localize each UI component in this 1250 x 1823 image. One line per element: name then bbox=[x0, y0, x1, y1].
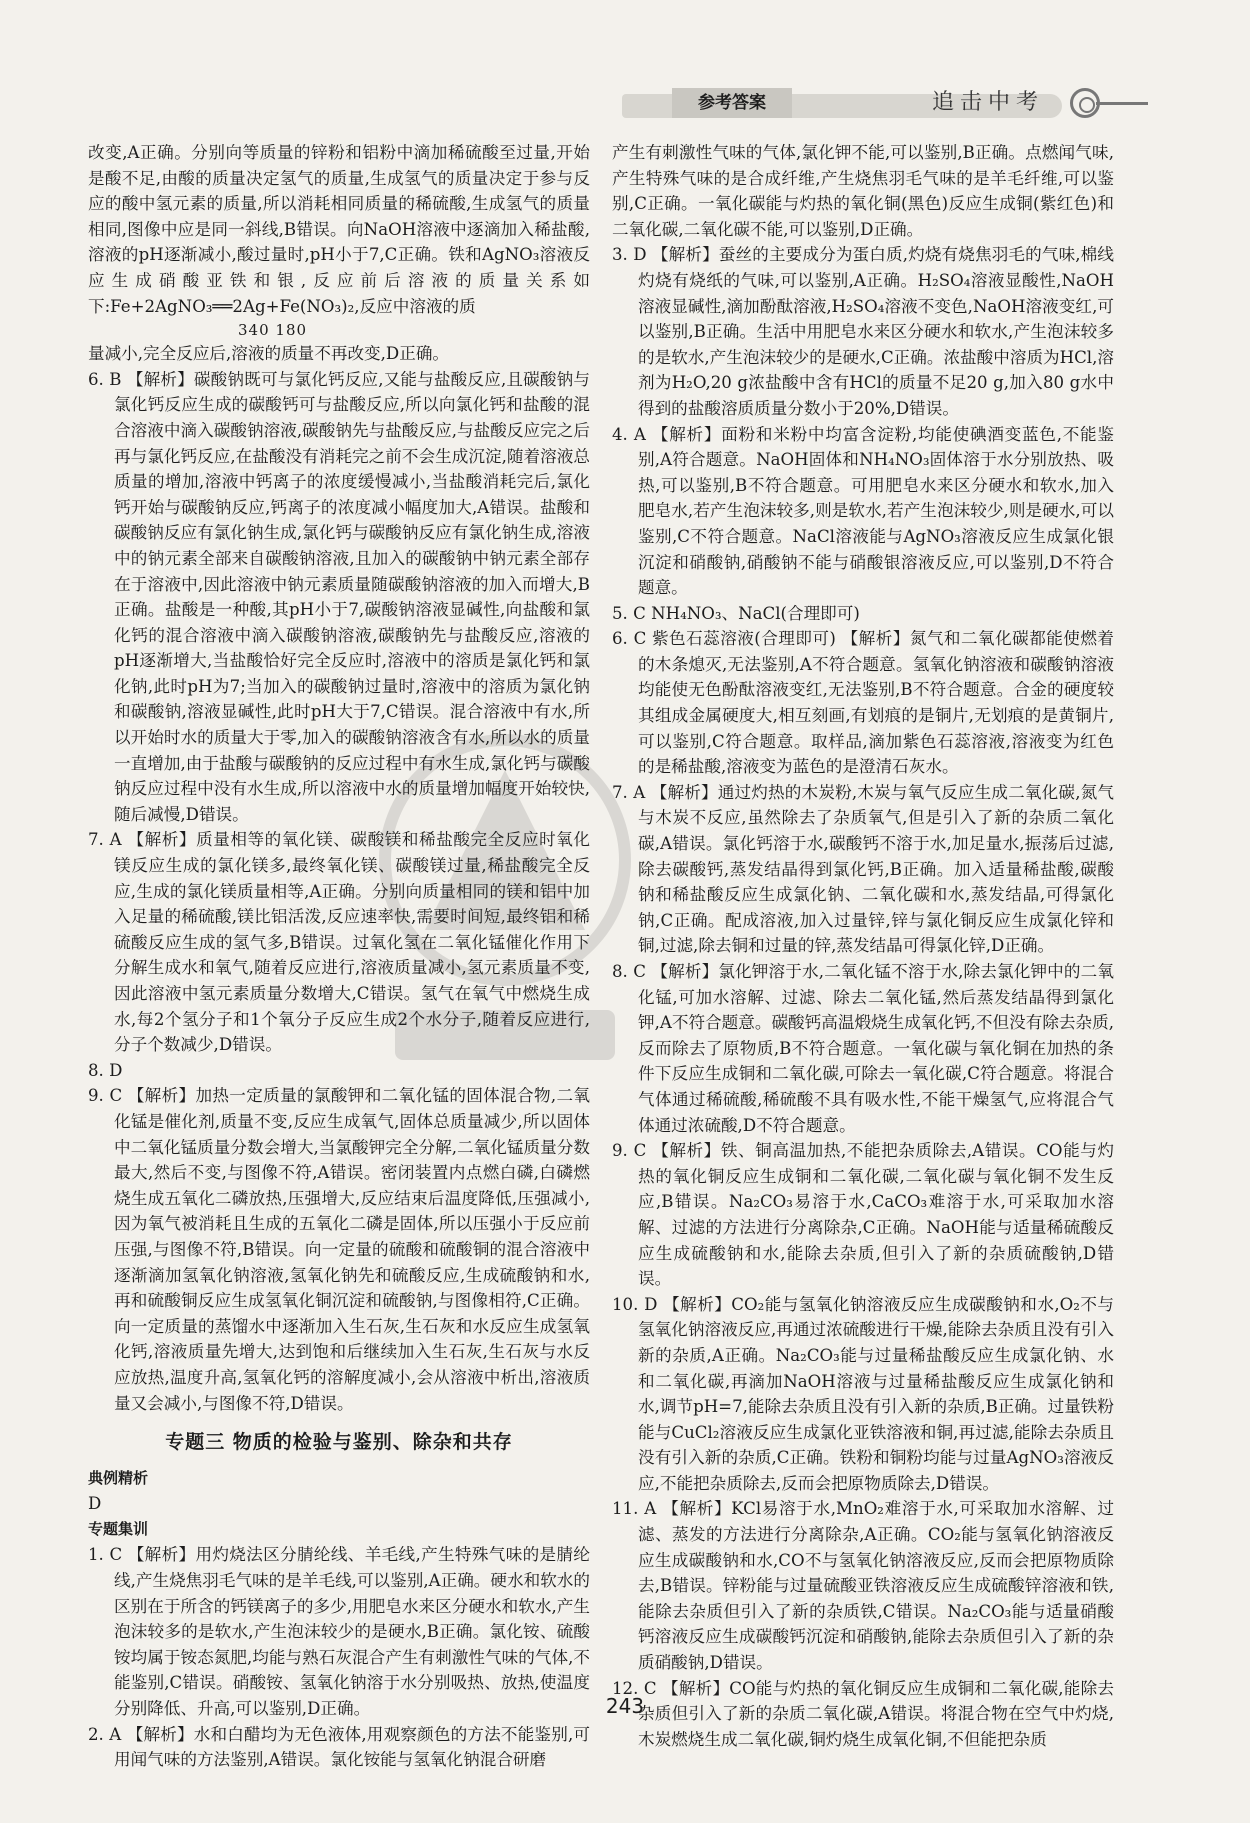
answer-item: 6. C 紫色石蕊溶液(合理即可) 【解析】氮气和二氧化碳都能使燃着的木条熄灭,无法鉴别,A不符合题意。氢氧化钠溶液和碳酸钠溶液均能使无色酚酞溶液变红,无法鉴别,B不符合题意。合金的硬度较其组成金属硬度大,相互刻画,有划痕的是铜片,无划痕的是黄铜片,可以鉴别,C符合题意。取样品,滴加紫色石蕊溶液,溶液变为红色的是稀盐酸,溶液变为蓝色的是澄清石灰水。 bbox=[612, 629, 1114, 777]
formula-masses: 340 180 bbox=[238, 321, 308, 340]
answer-item: 5. C NH₄NO₃、NaCl(合理即可) bbox=[612, 603, 860, 623]
answer-item: 1. C 【解析】用灼烧法区分腈纶线、羊毛线,产生特殊气味的是腈纶线,产生烧焦羽毛气味的是羊毛线,可以鉴别,A正确。硬水和软水的区别在于所含的钙镁离子的多少,用肥皂水来区分硬水和软水,产生泡沫较多的是软水,产生泡沫较少的是硬水,B正确。氯化铵、硫酸铵均属于铵态氮肥,均能与熟石灰混合产生有刺激性气味的气体,不能鉴别,C错误。硝酸铵、氢氧化钠溶于水分别吸热、放热,使温度分别降低、升高,可以鉴别,D正确。 bbox=[88, 1545, 590, 1719]
left-column bbox=[88, 140, 590, 1773]
answer-item: 11. A 【解析】KCl易溶于水,MnO₂难溶于水,可采取加水溶解、过滤、蒸发的方法进行分离除杂,A正确。CO₂能与氢氧化钠溶液反应生成碳酸钠和水,CO不与氢氧化钠溶液反应,反而会把原物质除去,B错误。锌粉能与过量硫酸亚铁溶液反应生成硫酸锌溶液和铁,能除去杂质但引入了新的杂质铁,C错误。Na₂CO₃能与适量硝酸钙溶液反应生成碳酸钙沉淀和硝酸钠,能除去杂质但引入了新的杂质硝酸钠,D错误。 bbox=[612, 1499, 1114, 1673]
answer-item: 8. D bbox=[88, 1060, 123, 1080]
header-title: 追击中考 bbox=[932, 90, 1045, 115]
label-practice: 专题集训 bbox=[88, 1519, 149, 1538]
right-column bbox=[612, 140, 1114, 1752]
answer-item: 10. D 【解析】CO₂能与氢氧化钠溶液反应生成碳酸钠和水,O₂不与氢氧化钠溶液反应,再通过浓硫酸进行干燥,能除去杂质且没有引入新的杂质,A正确。Na₂CO₃能与过量稀盐酸反应生成氯化钠、水和二氧化碳,再滴加NaOH溶液与过量稀盐酸反应生成氯化钠和水,调节pH=7,能除去杂质且没有引入新的杂质,B正确。过量铁粉能与CuCl₂溶液反应生成氯化亚铁溶液和铜,再过滤,能除去杂质且没有引入新的杂质,C正确。铁粉和铜粉均能与过量AgNO₃溶液反应,不能把杂质除去,反而会把原物质除去,D错误。 bbox=[612, 1294, 1114, 1493]
page-number: 243 bbox=[605, 1694, 645, 1718]
answer-item: 7. A 【解析】通过灼热的木炭粉,木炭与氧气反应生成二氧化碳,氮气与木炭不反应,虽然除去了杂质氧气,但是引入了新的杂质二氧化碳,A错误。氯化钙溶于水,碳酸钙不溶于水,加足量水,振荡后过滤,除去碳酸钙,蒸发结晶得到氯化钙,B正确。加入适量稀盐酸,碳酸钠和稀盐酸反应生成氯化钠、二氧化碳和水,蒸发结晶,可得氯化钠,C正确。配成溶液,加入过量锌,锌与氯化铜反应生成氯化锌和铜,过滤,除去铜和过量的锌,蒸发结晶可得氯化锌,D正确。 bbox=[612, 782, 1114, 956]
answer-item: 2. A 【解析】水和白醋均为无色液体,用观察颜色的方法不能鉴别,可用闻气味的方法鉴别,A错误。氯化铵能与氢氧化钠混合研磨 bbox=[88, 1724, 590, 1770]
section-title: 专题三 物质的检验与鉴别、除杂和共存 bbox=[165, 1431, 513, 1454]
answer-item: 8. C 【解析】氯化钾溶于水,二氧化锰不溶于水,除去氯化钾中的二氧化锰,可加水溶解、过滤、除去二氧化锰,然后蒸发结晶得到氯化钾,A不符合题意。碳酸钙高温煅烧生成氧化钙,不但没有除去杂质,反而除去了原物质,B不符合题意。一氧化碳与氧化铜在加热的条件下反应生成铜和二氧化碳,可除去一氧化碳,C符合题意。将混合气体通过稀硫酸,稀硫酸不具有吸水性,不能干燥氢气,应将混合气体通过浓硫酸,D不符合题意。 bbox=[612, 962, 1114, 1135]
answer-item: 4. A 【解析】面粉和米粉中均富含淀粉,均能使碘酒变蓝色,不能鉴别,A符合题意。NaOH固体和NH₄NO₃固体溶于水分别放热、吸热,可以鉴别,B不符合题意。可用肥皂水来区分硬水和软水,加入肥皂水,若产生泡沫较多,则是软水,若产生泡沫较少,则是硬水,可以鉴别,C不符合题意。NaCl溶液能与AgNO₃溶液反应生成氯化银沉淀和硝酸钠,硝酸钠不能与硝酸银溶液反应,可以鉴别,D不符合题意。 bbox=[612, 424, 1114, 598]
label-example: 典例精析 bbox=[88, 1468, 149, 1487]
answer-item: 3. D 【解析】蚕丝的主要成分为蛋白质,灼烧有烧焦羽毛的气味,棉线灼烧有烧纸的气味,可以鉴别,A正确。H₂SO₄溶液显酸性,NaOH溶液显碱性,滴加酚酞溶液,H₂SO₄溶液不变色,NaOH溶液变红,可以鉴别,B正确。生活中用肥皂水来区分硬水和软水,产生泡沫较多的是软水,产生泡沫较少的是硬水,C正确。浓盐酸中溶质为HCl,溶剂为H₂O,20 g浓盐酸中含有HCl的质量不足20 g,加入80 g水中得到的盐酸溶质质量分数小于20%,D错误。 bbox=[612, 245, 1114, 418]
continued-text: 量减小,完全反应后,溶液的质量不再改变,D正确。 bbox=[88, 344, 450, 364]
page-header bbox=[622, 88, 1142, 122]
arrow-icon bbox=[1096, 102, 1148, 105]
continued-text: 产生有刺激性气味的气体,氯化钾不能,可以鉴别,B正确。点燃闻气味,产生特殊气味的是合成纤维,产生烧焦羽毛气味的是羊毛纤维,可以鉴别,C正确。一氧化碳能与灼热的氧化铜(黑色)反应生成铜(紫红色)和二氧化碳,二氧化碳不能,可以鉴别,D正确。 bbox=[612, 143, 1114, 239]
answer-item: 12. C 【解析】CO能与灼热的氧化铜反应生成铜和二氧化碳,能除去杂质但引入了新的杂质二氧化碳,A错误。将混合物在空气中灼烧,木炭燃烧生成二氧化碳,铜灼烧生成氧化铜,不但能把杂质 bbox=[612, 1678, 1114, 1749]
header-tag: 参考答案 bbox=[672, 88, 792, 118]
continued-text: 改变,A正确。分别向等质量的锌粉和铝粉中滴加稀硫酸至过量,开始是酸不足,由酸的质量决定氢气的质量,生成氢气的质量决定于参与反应的酸中氢元素的质量,所以消耗相同质量的稀硫酸,生成氢气的质量相同,图像中应是同一斜线,B错误。向NaOH溶液中逐滴加入稀盐酸,溶液的pH逐渐减小,酸过量时,pH小于7,C正确。铁和AgNO₃溶液反应生成硝酸亚铁和银,反应前后溶液的质量关系如下:Fe+2AgNO₃══2Ag+Fe(NO₃)₂,反应中溶液的质 bbox=[88, 143, 590, 316]
example-answer: D bbox=[88, 1494, 102, 1514]
answer-item: 6. B 【解析】碳酸钠既可与氯化钙反应,又能与盐酸反应,且碳酸钠与氯化钙反应生成的碳酸钙可与盐酸反应,所以向氯化钙和盐酸的混合溶液中滴入碳酸钠溶液,碳酸钠先与盐酸反应,与盐酸反应完之后再与氯化钙反应,在盐酸没有消耗完之前不会生成沉淀,随着溶液总质量的增加,溶液中钙离子的浓度缓慢减小,当盐酸消耗完后,氯化钙开始与碳酸钠反应,钙离子的浓度减小幅度加大,A错误。盐酸和碳酸钠反应有氯化钠生成,氯化钙与碳酸钠反应有氯化钠生成,溶液中的钠元素全部来自碳酸钠溶液,且加入的碳酸钠中钠元素全部存在于溶液中,因此溶液中钠元素质量随碳酸钠溶液的加入而增大,B正确。盐酸是一种酸,其pH小于7,碳酸钠溶液显碱性,向盐酸和氯化钙的混合溶液中滴入碳酸钠溶液,碳酸钠先与盐酸反应,溶液的pH逐渐增大,当盐酸恰好完全反应时,溶液中的溶质是氯化钙和氯化钠,此时pH为7;当加入的碳酸钠过量时,溶液中的溶质为氯化钠和碳酸钠,溶液显碱性,此时pH大于7,C错误。混合溶液中有水,所以开始时水的质量大于零,加入的碳酸钠溶液含有水,所以水的质量一直增加,由于盐酸与碳酸钠的反应过程中有水生成,氯化钙与碳酸钠反应过程中没有水生成,所以溶液中水的质量增加幅度开始较快,随后减慢,D错误。 bbox=[88, 369, 590, 824]
answer-item: 9. C 【解析】加热一定质量的氯酸钾和二氧化锰的固体混合物,二氧化锰是催化剂,质量不变,反应生成氧气,固体总质量减少,所以固体中二氧化锰质量分数会增大,当氯酸钾完全分解,二氧化锰质量分数最大,然后不变,与图像不符,A错误。密闭装置内点燃白磷,白磷燃烧生成五氧化二磷放热,压强增大,反应结束后温度降低,压强减小,因为氧气被消耗且生成的五氧化二磷是固体,所以压强小于反应前压强,与图像不符,B错误。向一定量的硫酸和硫酸铜的混合溶液中逐渐滴加氢氧化钠溶液,氢氧化钠先和硫酸反应,生成硫酸钠和水,再和硫酸铜反应生成氢氧化铜沉淀和硫酸钠,与图像相符,C正确。向一定质量的蒸馏水中逐渐加入生石灰,生石灰和水反应生成氢氧化钙,溶液质量先增大,达到饱和后继续加入生石灰,生石灰与水反应放热,温度升高,氢氧化钙的溶解度减小,会从溶液中析出,溶液质量又会减小,与图像不符,D错误。 bbox=[88, 1086, 590, 1413]
answer-item: 9. C 【解析】铁、铜高温加热,不能把杂质除去,A错误。CO能与灼热的氧化铜反应生成铜和二氧化碳,二氧化碳与氧化铜不发生反应,B错误。Na₂CO₃易溶于水,CaCO₃难溶于水,可采取加水溶解、过滤的方法进行分离除杂,C正确。NaOH能与适量稀硫酸反应生成硫酸钠和水,能除去杂质,但引入了新的杂质硫酸钠,D错误。 bbox=[612, 1141, 1114, 1289]
answer-item: 7. A 【解析】质量相等的氧化镁、碳酸镁和稀盐酸完全反应时氧化镁反应生成的氯化镁多,最终氧化镁、碳酸镁过量,稀盐酸完全反应,生成的氯化镁质量相等,A正确。分别向质量相同的镁和铝中加入足量的稀硫酸,镁比铝活泼,反应速率快,需要时间短,最终铝和稀硫酸反应生成的氢气多,B错误。过氧化氢在二氧化锰催化作用下分解生成水和氧气,随着反应进行,溶液质量减小,氢元素质量不变,因此溶液中氢元素质量分数增大,C错误。氢气在氧气中燃烧生成水,每2个氢分子和1个氧分子反应生成2个水分子,随着反应进行,分子个数减少,D错误。 bbox=[88, 830, 590, 1055]
